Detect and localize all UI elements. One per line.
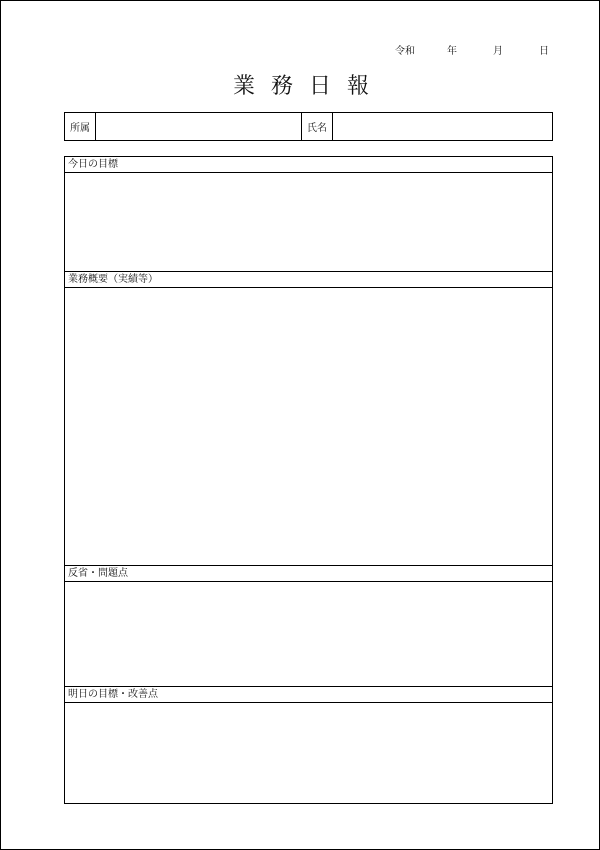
date-day-label: 日 <box>539 46 549 57</box>
todays-goal-field[interactable] <box>65 173 552 270</box>
section-header: 反省・問題点 <box>65 566 552 582</box>
date-line <box>395 42 549 57</box>
section-todays-goal <box>65 157 552 271</box>
affiliation-field[interactable] <box>96 113 302 140</box>
date-era: 令和 <box>395 46 415 57</box>
info-row <box>64 112 553 141</box>
section-header: 明日の目標・改善点 <box>65 687 552 703</box>
affiliation-label: 所属 <box>65 113 96 140</box>
reflection-field[interactable] <box>65 582 552 685</box>
name-label: 氏名 <box>302 113 333 140</box>
date-month-label: 月 <box>493 46 503 57</box>
section-reflection <box>65 565 552 686</box>
section-header: 今日の目標 <box>65 157 552 173</box>
tomorrows-goal-field[interactable] <box>65 703 552 801</box>
name-field[interactable] <box>333 113 552 140</box>
page-title: 業務日報 <box>232 74 385 99</box>
section-work-summary <box>65 271 552 565</box>
section-header: 業務概要（実績等） <box>65 272 552 288</box>
section-tomorrows-goal <box>65 686 552 802</box>
work-summary-field[interactable] <box>65 288 552 564</box>
report-form <box>64 156 553 804</box>
date-year-label: 年 <box>447 46 457 57</box>
